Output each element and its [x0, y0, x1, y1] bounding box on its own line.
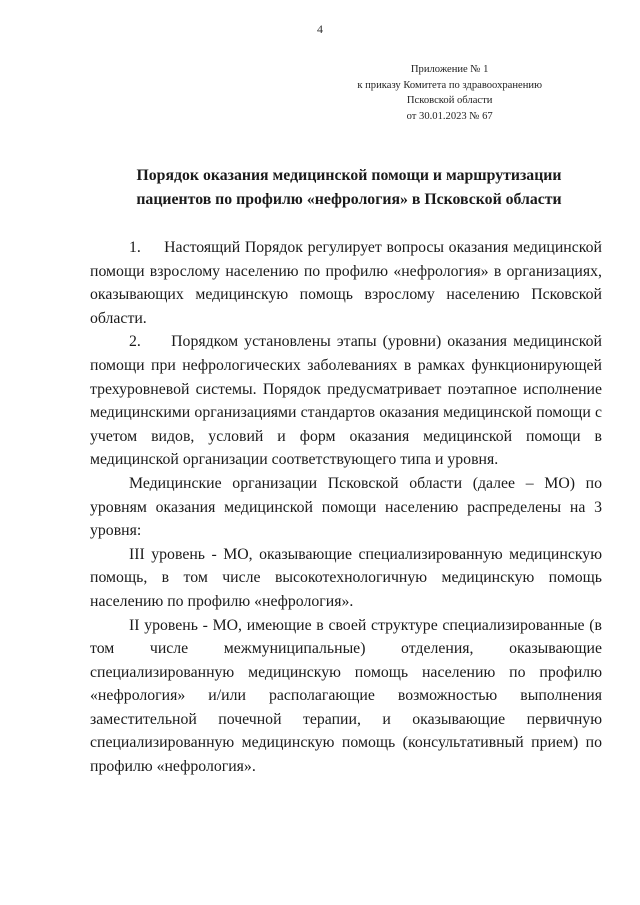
- appendix-title: Приложение № 1: [410, 64, 489, 75]
- appendix-date-number: от 30.01.2023 № 67: [406, 110, 493, 122]
- appendix-region: Псковской области: [406, 95, 493, 106]
- appendix-order-ref: к приказу Комитета по здравоохранению: [357, 79, 542, 91]
- appendix-header: [357, 62, 542, 124]
- document-title: [90, 164, 608, 212]
- paragraph-5: II уровень - МО, имеющие в своей структуре специализированные (в том числе межмуниципальные) отделения, оказывающие специализированную медицинскую помощь населению по профилю «нефрология» и/или располагающие возможностью выполнения заместительной почечной терапии, и оказывающие первичную специализированную медицинскую помощь (консультативный прием) по профилю «нефрология».: [90, 616, 602, 776]
- paragraph-1: 1. Настоящий Порядок регулирует вопросы оказания медицинской помощи взрослому населению по профилю «нефрология» в организациях, оказывающих медицинскую помощь взрослому населению Псковской области.: [90, 239, 602, 327]
- document-title-line-1: Порядок оказания медицинской помощи и маршрутизации: [136, 167, 562, 184]
- page-number: 4: [317, 22, 323, 36]
- paragraph-4: III уровень - МО, оказывающие специализированную медицинскую помощь, в том числе высокотехнологичную медицинскую помощь населению по профилю «нефрология».: [90, 545, 602, 610]
- paragraph-3: Медицинские организации Псковской области (далее – МО) по уровням оказания медицинской помощи населению распределены на 3 уровня:: [90, 474, 602, 540]
- paragraph-2: 2. Порядком установлены этапы (уровни) оказания медицинской помощи при нефрологических заболеваниях в рамках функционирующей трехуровневой системы. Порядок предусматривает поэтапное исполнение медицинскими организациями стандартов оказания медицинской помощи с учетом видов, условий и форм оказания медицинской помощи в медицинской организации соответствующего типа и уровня.: [90, 333, 602, 469]
- document-title-line-2: пациентов по профилю «нефрология» в Псковской области: [136, 191, 562, 208]
- document-body: [90, 236, 602, 779]
